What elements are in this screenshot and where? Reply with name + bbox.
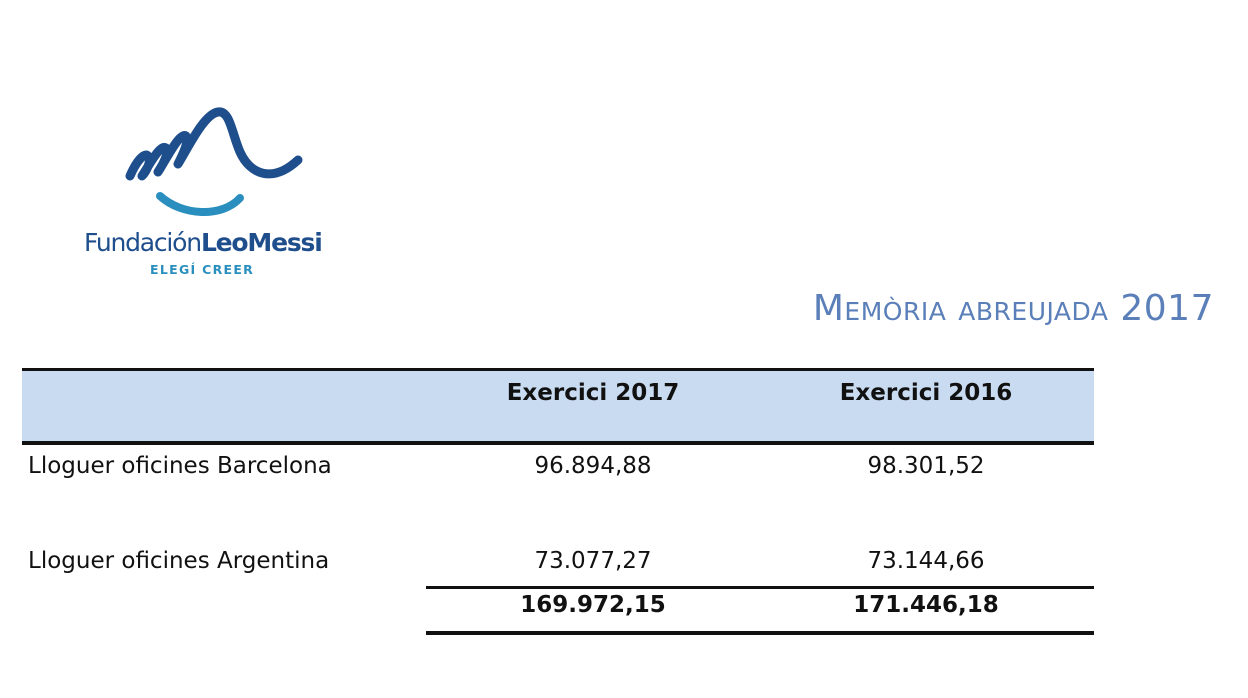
foundation-logo xyxy=(78,100,338,285)
mountain-smile-icon xyxy=(122,104,312,219)
header-2016: Exercici 2016 xyxy=(839,380,1013,406)
logo-tagline: ELEGÍ CREER xyxy=(150,262,255,277)
table-header xyxy=(22,368,1094,445)
total-top-rule xyxy=(426,586,1094,589)
header-2017: Exercici 2017 xyxy=(506,380,680,406)
logo-name-bold: LeoMessi xyxy=(200,228,322,257)
logo-wordmark xyxy=(84,228,334,257)
row-label: Lloguer oficines Argentina xyxy=(28,548,330,574)
total-row xyxy=(22,586,1094,632)
table-row xyxy=(22,540,1094,586)
table-row xyxy=(22,445,1094,491)
document-title: Memòria abreujada 2017 xyxy=(812,288,1214,329)
row-label: Lloguer oficines Barcelona xyxy=(28,453,332,479)
expenses-table xyxy=(22,368,1094,632)
total-2016: 171.446,18 xyxy=(853,592,999,618)
total-2017: 169.972,15 xyxy=(520,592,666,618)
row-value-2017: 73.077,27 xyxy=(534,548,652,574)
total-bottom-rule xyxy=(426,631,1094,635)
row-value-2017: 96.894,88 xyxy=(534,453,652,479)
row-value-2016: 98.301,52 xyxy=(867,453,985,479)
logo-name-light: Fundación xyxy=(84,228,201,257)
row-value-2016: 73.144,66 xyxy=(867,548,985,574)
